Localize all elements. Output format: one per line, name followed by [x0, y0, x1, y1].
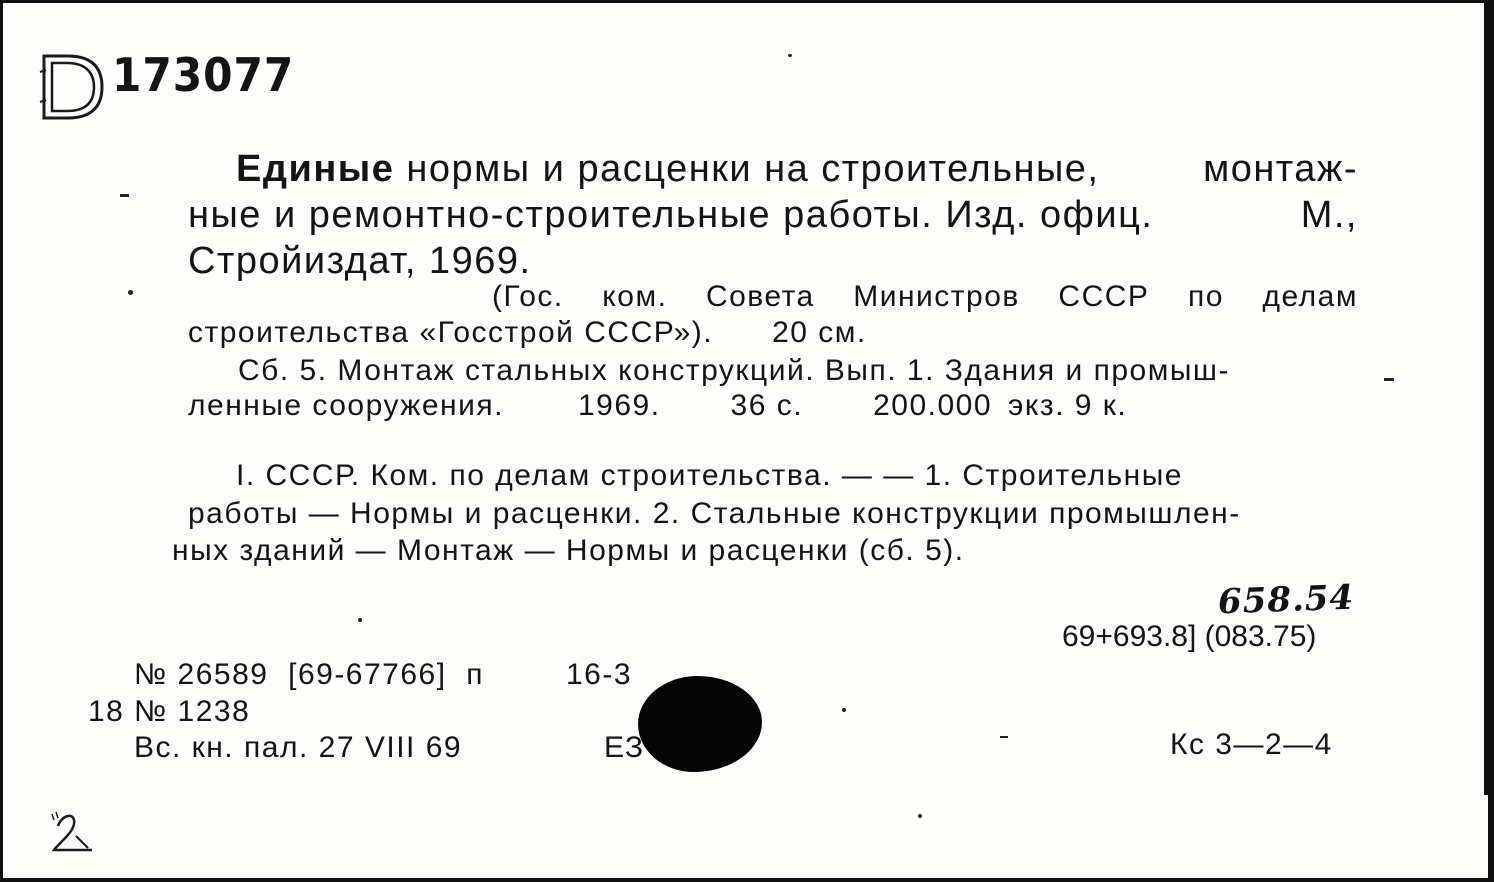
- kc-code: Кс 3—2—4: [1170, 728, 1333, 761]
- prefix-number: 18: [88, 695, 125, 728]
- subjects-line-2: работы — Нормы и расценки. 2. Стальные конструкции промышлен-: [188, 497, 1241, 530]
- speck: [358, 618, 362, 622]
- collection-part: 1969.: [577, 389, 661, 422]
- title-line-2-text: ные и ремонтно-строительные работы. Изд. офиц.: [188, 194, 1154, 236]
- title-line-1-end: монтаж-: [1203, 148, 1358, 190]
- subjects-line-1: I. СССР. Ком. по делам строительства. — — 1. Строительные: [236, 459, 1183, 492]
- card-right-edge-lower: [1488, 795, 1494, 882]
- stamp-d-icon: [38, 50, 108, 124]
- card-right-edge: [1484, 0, 1494, 795]
- collection-line-1: Сб. 5. Монтаж стальных конструкций. Вып. 1. Здания и промыш-: [238, 354, 1230, 387]
- series-note-word: делам: [1262, 280, 1358, 313]
- dash-mark: [1000, 736, 1008, 738]
- series-note-word: (Гос.: [492, 280, 564, 313]
- chamber-code: ЕЗ: [604, 731, 645, 764]
- speck: [842, 708, 846, 712]
- subjects-line-3: ных зданий — Монтаж — Нормы и расценки (сб. 5).: [172, 534, 965, 567]
- record-code: 16-3: [566, 658, 633, 691]
- series-note-line-2: строительства «Госстрой СССР»). 20 см.: [188, 316, 867, 349]
- series-note-word: Совета: [705, 280, 815, 313]
- handwritten-scribble-icon: [48, 806, 98, 856]
- title-line-1: [236, 150, 1358, 188]
- speck: [918, 814, 922, 818]
- series-note-word: ком.: [602, 280, 668, 313]
- title-line-1-text: нормы и расценки на строительные,: [394, 148, 1100, 190]
- speck: [128, 290, 133, 295]
- collection-part: 36 с.: [730, 389, 804, 422]
- series-note-word: СССР: [1058, 280, 1150, 313]
- title-line-2: [188, 196, 1358, 234]
- udc-code: 69+693.8] (083.75): [1062, 620, 1317, 653]
- collection-line-2: [188, 391, 1127, 421]
- number-line: № 1238: [134, 695, 251, 728]
- dash-mark: [120, 194, 129, 197]
- series-note-word: по: [1187, 280, 1224, 313]
- speck: [788, 54, 792, 57]
- title-bold-word: Единые: [236, 148, 395, 190]
- series-note-word: Министров: [853, 280, 1020, 313]
- card-number: 173077: [112, 48, 295, 102]
- collection-part: ленные сооружения.: [188, 389, 504, 422]
- chamber-line: Вс. кн. пал. 27 VIII 69: [134, 731, 463, 764]
- collection-part: экз. 9 к.: [1008, 389, 1128, 422]
- collection-part: 200.000: [873, 389, 993, 422]
- title-line-2-end: М.,: [1300, 194, 1358, 236]
- series-note-line-1: [492, 282, 1358, 312]
- handwritten-classification: 658.54: [1217, 577, 1355, 623]
- record-line: № 26589 [69-67766] п: [134, 658, 484, 691]
- title-line-3: Стройиздат, 1969.: [188, 240, 532, 282]
- dash-mark: [1384, 378, 1394, 381]
